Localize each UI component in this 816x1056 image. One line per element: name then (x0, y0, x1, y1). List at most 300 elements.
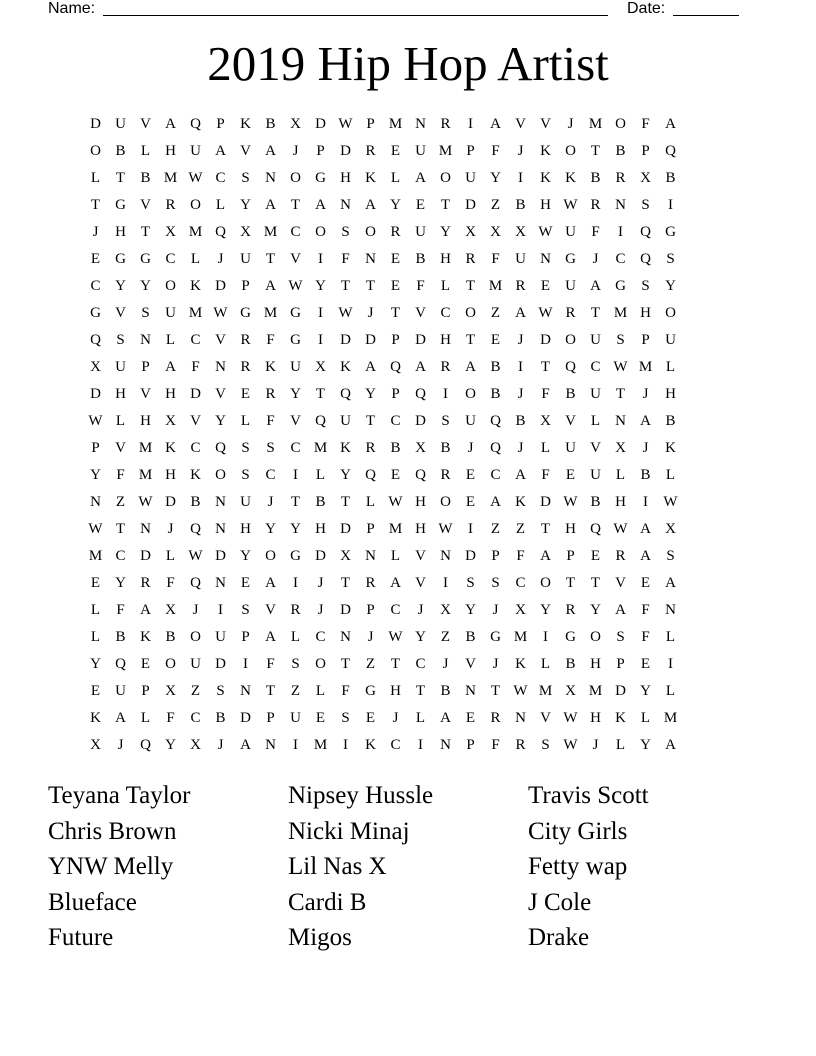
grid-letter[interactable]: K (190, 467, 201, 483)
grid-letter[interactable]: P (316, 143, 325, 159)
grid-letter[interactable]: M (438, 143, 453, 159)
grid-letter[interactable]: P (91, 440, 100, 456)
grid-letter[interactable]: X (190, 737, 201, 753)
grid-letter[interactable]: L (440, 278, 451, 294)
grid-letter[interactable]: E (240, 575, 251, 591)
grid-letter[interactable]: P (141, 359, 150, 375)
grid-letter[interactable]: X (565, 683, 576, 699)
grid-letter[interactable]: R (290, 602, 301, 618)
grid-letter[interactable]: B (490, 386, 501, 402)
grid-letter[interactable]: V (240, 143, 251, 159)
grid-letter[interactable]: J (192, 602, 199, 618)
grid-letter[interactable]: L (615, 737, 626, 753)
grid-letter[interactable]: P (366, 521, 375, 537)
grid-letter[interactable]: P (216, 116, 225, 132)
grid-letter[interactable]: R (615, 548, 626, 564)
grid-letter[interactable]: T (565, 575, 576, 591)
grid-letter[interactable]: V (540, 710, 551, 726)
grid-letter[interactable]: S (491, 575, 500, 591)
grid-letter[interactable]: T (590, 143, 601, 159)
grid-letter[interactable]: A (265, 629, 276, 645)
grid-letter[interactable]: A (640, 521, 651, 537)
grid-letter[interactable]: L (665, 467, 676, 483)
grid-letter[interactable]: H (440, 251, 451, 267)
grid-letter[interactable]: L (290, 629, 301, 645)
grid-letter[interactable]: I (443, 386, 448, 402)
grid-letter[interactable]: R (515, 278, 526, 294)
grid-letter[interactable]: W (338, 116, 353, 132)
grid-letter[interactable]: M (513, 629, 528, 645)
grid-letter[interactable]: V (590, 440, 601, 456)
grid-letter[interactable]: Y (540, 602, 551, 618)
grid-letter[interactable]: V (140, 386, 151, 402)
grid-letter[interactable]: Y (265, 521, 276, 537)
grid-letter[interactable]: W (88, 413, 103, 429)
grid-letter[interactable]: U (290, 710, 301, 726)
grid-letter[interactable]: A (365, 359, 376, 375)
grid-letter[interactable]: V (415, 305, 426, 321)
grid-letter[interactable]: S (341, 224, 350, 240)
grid-letter[interactable]: H (415, 521, 426, 537)
grid-letter[interactable]: E (565, 467, 576, 483)
grid-letter[interactable]: W (388, 629, 403, 645)
grid-letter[interactable]: B (590, 170, 601, 186)
grid-letter[interactable]: H (415, 494, 426, 510)
grid-letter[interactable]: L (590, 413, 601, 429)
grid-letter[interactable]: F (491, 143, 500, 159)
grid-letter[interactable]: B (515, 197, 526, 213)
grid-letter[interactable]: P (641, 143, 650, 159)
grid-letter[interactable]: A (165, 116, 176, 132)
grid-letter[interactable]: P (391, 386, 400, 402)
grid-letter[interactable]: D (215, 548, 226, 564)
grid-letter[interactable]: D (190, 386, 201, 402)
grid-letter[interactable]: S (266, 440, 275, 456)
grid-letter[interactable]: U (565, 224, 576, 240)
grid-letter[interactable]: F (491, 737, 500, 753)
grid-letter[interactable]: W (213, 305, 228, 321)
grid-letter[interactable]: Y (90, 656, 101, 672)
grid-letter[interactable]: C (490, 467, 501, 483)
grid-letter[interactable]: Y (415, 629, 426, 645)
grid-letter[interactable]: Q (190, 521, 201, 537)
grid-letter[interactable]: U (465, 413, 476, 429)
grid-letter[interactable]: R (440, 359, 451, 375)
grid-letter[interactable]: N (440, 737, 451, 753)
grid-letter[interactable]: A (440, 710, 451, 726)
grid-letter[interactable]: H (540, 197, 551, 213)
grid-letter[interactable]: O (440, 170, 451, 186)
grid-letter[interactable]: E (90, 683, 101, 699)
grid-letter[interactable]: A (415, 170, 426, 186)
grid-letter[interactable]: J (442, 656, 449, 672)
grid-letter[interactable]: M (388, 116, 403, 132)
grid-letter[interactable]: Y (640, 737, 651, 753)
grid-letter[interactable]: D (215, 656, 226, 672)
grid-letter[interactable]: N (340, 629, 351, 645)
grid-letter[interactable]: S (241, 467, 250, 483)
grid-letter[interactable]: E (640, 575, 651, 591)
grid-letter[interactable]: I (293, 467, 298, 483)
grid-letter[interactable]: A (265, 197, 276, 213)
grid-letter[interactable]: I (468, 521, 473, 537)
grid-letter[interactable]: J (642, 386, 649, 402)
grid-letter[interactable]: Z (190, 683, 201, 699)
grid-letter[interactable]: L (540, 440, 551, 456)
grid-letter[interactable]: O (365, 224, 376, 240)
grid-letter[interactable]: M (588, 116, 603, 132)
grid-letter[interactable]: N (215, 521, 226, 537)
grid-letter[interactable]: U (190, 656, 201, 672)
grid-letter[interactable]: E (390, 467, 401, 483)
grid-letter[interactable]: Q (565, 359, 576, 375)
grid-letter[interactable]: A (415, 359, 426, 375)
grid-letter[interactable]: H (165, 386, 176, 402)
grid-letter[interactable]: E (240, 386, 251, 402)
grid-letter[interactable]: Y (365, 386, 376, 402)
grid-letter[interactable]: G (290, 548, 301, 564)
grid-letter[interactable]: R (565, 305, 576, 321)
grid-letter[interactable]: D (340, 332, 351, 348)
grid-letter[interactable]: I (418, 737, 423, 753)
grid-letter[interactable]: N (465, 683, 476, 699)
grid-letter[interactable]: S (216, 683, 225, 699)
grid-letter[interactable]: T (340, 575, 351, 591)
grid-letter[interactable]: A (215, 143, 226, 159)
grid-letter[interactable]: E (465, 494, 476, 510)
grid-letter[interactable]: U (590, 467, 601, 483)
grid-letter[interactable]: V (115, 440, 126, 456)
grid-letter[interactable]: O (315, 224, 326, 240)
grid-letter[interactable]: A (640, 548, 651, 564)
grid-letter[interactable]: T (90, 197, 101, 213)
grid-letter[interactable]: I (318, 332, 323, 348)
grid-letter[interactable]: N (365, 251, 376, 267)
grid-letter[interactable]: E (590, 548, 601, 564)
grid-letter[interactable]: U (415, 143, 426, 159)
grid-letter[interactable]: A (515, 305, 526, 321)
grid-letter[interactable]: I (343, 737, 348, 753)
grid-letter[interactable]: D (340, 143, 351, 159)
grid-letter[interactable]: H (240, 521, 251, 537)
grid-letter[interactable]: S (466, 575, 475, 591)
grid-letter[interactable]: H (115, 224, 126, 240)
grid-letter[interactable]: W (563, 710, 578, 726)
grid-letter[interactable]: T (340, 656, 351, 672)
grid-letter[interactable]: U (415, 224, 426, 240)
grid-letter[interactable]: Q (665, 143, 676, 159)
grid-letter[interactable]: C (265, 467, 276, 483)
name-field[interactable] (103, 0, 608, 16)
grid-letter[interactable]: T (390, 656, 401, 672)
grid-letter[interactable]: K (365, 170, 376, 186)
grid-letter[interactable]: Z (115, 494, 126, 510)
grid-letter[interactable]: K (340, 359, 351, 375)
grid-letter[interactable]: Z (515, 521, 526, 537)
grid-letter[interactable]: V (265, 602, 276, 618)
grid-letter[interactable]: U (515, 251, 526, 267)
grid-letter[interactable]: D (90, 116, 101, 132)
grid-letter[interactable]: V (215, 386, 226, 402)
grid-letter[interactable]: G (365, 683, 376, 699)
grid-letter[interactable]: F (591, 224, 600, 240)
grid-letter[interactable]: S (241, 602, 250, 618)
grid-letter[interactable]: W (563, 737, 578, 753)
grid-letter[interactable]: U (115, 116, 126, 132)
grid-letter[interactable]: O (565, 332, 576, 348)
grid-letter[interactable]: L (240, 413, 251, 429)
grid-letter[interactable]: I (668, 656, 673, 672)
grid-letter[interactable]: R (440, 467, 451, 483)
grid-letter[interactable]: N (265, 737, 276, 753)
grid-letter[interactable]: P (641, 332, 650, 348)
grid-letter[interactable]: R (390, 224, 401, 240)
grid-letter[interactable]: X (490, 224, 501, 240)
grid-letter[interactable]: U (565, 440, 576, 456)
grid-letter[interactable]: H (140, 413, 151, 429)
grid-letter[interactable]: T (340, 494, 351, 510)
grid-letter[interactable]: U (115, 359, 126, 375)
grid-letter[interactable]: X (515, 224, 526, 240)
grid-letter[interactable]: B (165, 629, 176, 645)
grid-letter[interactable]: C (290, 440, 301, 456)
grid-letter[interactable]: C (590, 359, 601, 375)
grid-letter[interactable]: F (166, 575, 175, 591)
grid-letter[interactable]: L (390, 170, 401, 186)
grid-letter[interactable]: T (540, 359, 551, 375)
grid-letter[interactable]: T (465, 332, 476, 348)
grid-letter[interactable]: D (340, 602, 351, 618)
grid-letter[interactable]: L (115, 413, 126, 429)
grid-letter[interactable]: G (140, 251, 151, 267)
grid-letter[interactable]: C (290, 224, 301, 240)
grid-letter[interactable]: F (541, 467, 550, 483)
grid-letter[interactable]: O (590, 629, 601, 645)
grid-letter[interactable]: D (415, 332, 426, 348)
grid-letter[interactable]: N (615, 197, 626, 213)
grid-letter[interactable]: Y (440, 224, 451, 240)
grid-letter[interactable]: S (541, 737, 550, 753)
grid-letter[interactable]: I (293, 575, 298, 591)
grid-letter[interactable]: J (642, 440, 649, 456)
grid-letter[interactable]: W (288, 278, 303, 294)
grid-letter[interactable]: A (490, 116, 501, 132)
grid-letter[interactable]: L (90, 602, 101, 618)
grid-letter[interactable]: C (615, 251, 626, 267)
date-field[interactable] (673, 0, 739, 16)
grid-letter[interactable]: Q (590, 521, 601, 537)
grid-letter[interactable]: G (615, 278, 626, 294)
grid-letter[interactable]: E (490, 332, 501, 348)
grid-letter[interactable]: A (465, 359, 476, 375)
grid-letter[interactable]: X (515, 602, 526, 618)
grid-letter[interactable]: X (315, 359, 326, 375)
grid-letter[interactable]: Y (665, 278, 676, 294)
grid-letter[interactable]: M (488, 278, 503, 294)
grid-letter[interactable]: Q (340, 386, 351, 402)
grid-letter[interactable]: A (315, 197, 326, 213)
grid-letter[interactable]: S (241, 440, 250, 456)
grid-letter[interactable]: J (167, 521, 174, 537)
grid-letter[interactable]: M (263, 305, 278, 321)
grid-letter[interactable]: F (416, 278, 425, 294)
grid-letter[interactable]: S (141, 305, 150, 321)
grid-letter[interactable]: G (90, 305, 101, 321)
grid-letter[interactable]: N (540, 251, 551, 267)
grid-letter[interactable]: N (240, 683, 251, 699)
grid-letter[interactable]: B (415, 251, 426, 267)
grid-letter[interactable]: P (241, 278, 250, 294)
grid-letter[interactable]: V (140, 197, 151, 213)
grid-letter[interactable]: S (641, 197, 650, 213)
grid-letter[interactable]: L (165, 548, 176, 564)
grid-letter[interactable]: Q (640, 251, 651, 267)
grid-letter[interactable]: T (340, 278, 351, 294)
grid-letter[interactable]: B (665, 170, 676, 186)
grid-letter[interactable]: L (90, 170, 101, 186)
grid-letter[interactable]: C (190, 710, 201, 726)
grid-letter[interactable]: F (516, 548, 525, 564)
grid-letter[interactable]: F (116, 602, 125, 618)
grid-letter[interactable]: S (291, 656, 300, 672)
grid-letter[interactable]: K (540, 170, 551, 186)
grid-letter[interactable]: U (340, 413, 351, 429)
grid-letter[interactable]: Q (490, 440, 501, 456)
grid-letter[interactable]: S (641, 278, 650, 294)
grid-letter[interactable]: E (415, 197, 426, 213)
grid-letter[interactable]: J (592, 251, 599, 267)
grid-letter[interactable]: H (315, 521, 326, 537)
grid-letter[interactable]: T (615, 386, 626, 402)
grid-letter[interactable]: P (266, 710, 275, 726)
grid-letter[interactable]: G (290, 332, 301, 348)
grid-letter[interactable]: Q (415, 467, 426, 483)
grid-letter[interactable]: B (440, 440, 451, 456)
grid-letter[interactable]: D (415, 413, 426, 429)
grid-letter[interactable]: Y (640, 683, 651, 699)
grid-letter[interactable]: O (215, 467, 226, 483)
grid-letter[interactable]: A (240, 737, 251, 753)
grid-letter[interactable]: T (365, 278, 376, 294)
grid-letter[interactable]: C (390, 413, 401, 429)
grid-letter[interactable]: B (440, 683, 451, 699)
grid-letter[interactable]: K (140, 629, 151, 645)
grid-letter[interactable]: A (665, 737, 676, 753)
grid-letter[interactable]: D (540, 332, 551, 348)
grid-letter[interactable]: O (265, 548, 276, 564)
grid-letter[interactable]: M (638, 359, 653, 375)
grid-letter[interactable]: W (388, 494, 403, 510)
grid-letter[interactable]: B (465, 629, 476, 645)
grid-letter[interactable]: B (315, 494, 326, 510)
grid-letter[interactable]: D (365, 332, 376, 348)
grid-letter[interactable]: W (538, 305, 553, 321)
grid-letter[interactable]: M (188, 224, 203, 240)
grid-letter[interactable]: P (616, 656, 625, 672)
grid-letter[interactable]: X (665, 521, 676, 537)
grid-letter[interactable]: U (565, 278, 576, 294)
grid-letter[interactable]: Q (190, 116, 201, 132)
grid-letter[interactable]: P (241, 629, 250, 645)
grid-letter[interactable]: C (190, 332, 201, 348)
grid-letter[interactable]: N (440, 548, 451, 564)
grid-letter[interactable]: B (515, 413, 526, 429)
grid-letter[interactable]: B (265, 116, 276, 132)
grid-letter[interactable]: T (265, 683, 276, 699)
grid-letter[interactable]: C (390, 602, 401, 618)
grid-letter[interactable]: F (266, 413, 275, 429)
grid-letter[interactable]: A (615, 602, 626, 618)
grid-letter[interactable]: G (565, 251, 576, 267)
grid-letter[interactable]: J (492, 656, 499, 672)
grid-letter[interactable]: W (513, 683, 528, 699)
grid-letter[interactable]: X (90, 737, 101, 753)
grid-letter[interactable]: C (215, 170, 226, 186)
grid-letter[interactable]: I (643, 494, 648, 510)
grid-letter[interactable]: H (165, 467, 176, 483)
grid-letter[interactable]: Y (340, 467, 351, 483)
grid-letter[interactable]: V (190, 413, 201, 429)
grid-letter[interactable]: O (465, 386, 476, 402)
grid-letter[interactable]: R (490, 710, 501, 726)
grid-letter[interactable]: R (165, 197, 176, 213)
grid-letter[interactable]: I (293, 737, 298, 753)
grid-letter[interactable]: A (665, 116, 676, 132)
grid-letter[interactable]: X (90, 359, 101, 375)
grid-letter[interactable]: R (465, 251, 476, 267)
grid-letter[interactable]: K (515, 494, 526, 510)
grid-letter[interactable]: X (465, 224, 476, 240)
grid-letter[interactable]: I (218, 602, 223, 618)
grid-letter[interactable]: A (640, 413, 651, 429)
grid-letter[interactable]: U (215, 629, 226, 645)
grid-letter[interactable]: R (365, 143, 376, 159)
grid-letter[interactable]: Q (640, 224, 651, 240)
grid-letter[interactable]: H (115, 386, 126, 402)
grid-letter[interactable]: X (240, 224, 251, 240)
grid-letter[interactable]: S (116, 332, 125, 348)
grid-letter[interactable]: I (518, 170, 523, 186)
grid-letter[interactable]: U (590, 386, 601, 402)
grid-letter[interactable]: Q (365, 467, 376, 483)
grid-letter[interactable]: M (538, 683, 553, 699)
grid-letter[interactable]: V (115, 305, 126, 321)
grid-letter[interactable]: J (317, 575, 324, 591)
grid-letter[interactable]: A (140, 602, 151, 618)
grid-letter[interactable]: W (538, 224, 553, 240)
grid-letter[interactable]: Y (490, 170, 501, 186)
grid-letter[interactable]: O (565, 143, 576, 159)
grid-letter[interactable]: A (515, 467, 526, 483)
grid-letter[interactable]: W (338, 305, 353, 321)
grid-letter[interactable]: O (290, 170, 301, 186)
grid-letter[interactable]: E (315, 710, 326, 726)
grid-letter[interactable]: C (165, 251, 176, 267)
grid-letter[interactable]: C (190, 440, 201, 456)
grid-letter[interactable]: L (665, 629, 676, 645)
grid-letter[interactable]: E (640, 656, 651, 672)
grid-letter[interactable]: B (565, 656, 576, 672)
grid-letter[interactable]: D (465, 197, 476, 213)
grid-letter[interactable]: D (540, 494, 551, 510)
grid-letter[interactable]: M (138, 467, 153, 483)
grid-letter[interactable]: F (641, 602, 650, 618)
grid-letter[interactable]: U (190, 143, 201, 159)
grid-letter[interactable]: L (165, 332, 176, 348)
grid-letter[interactable]: R (265, 386, 276, 402)
grid-letter[interactable]: B (140, 170, 151, 186)
grid-letter[interactable]: C (90, 278, 101, 294)
